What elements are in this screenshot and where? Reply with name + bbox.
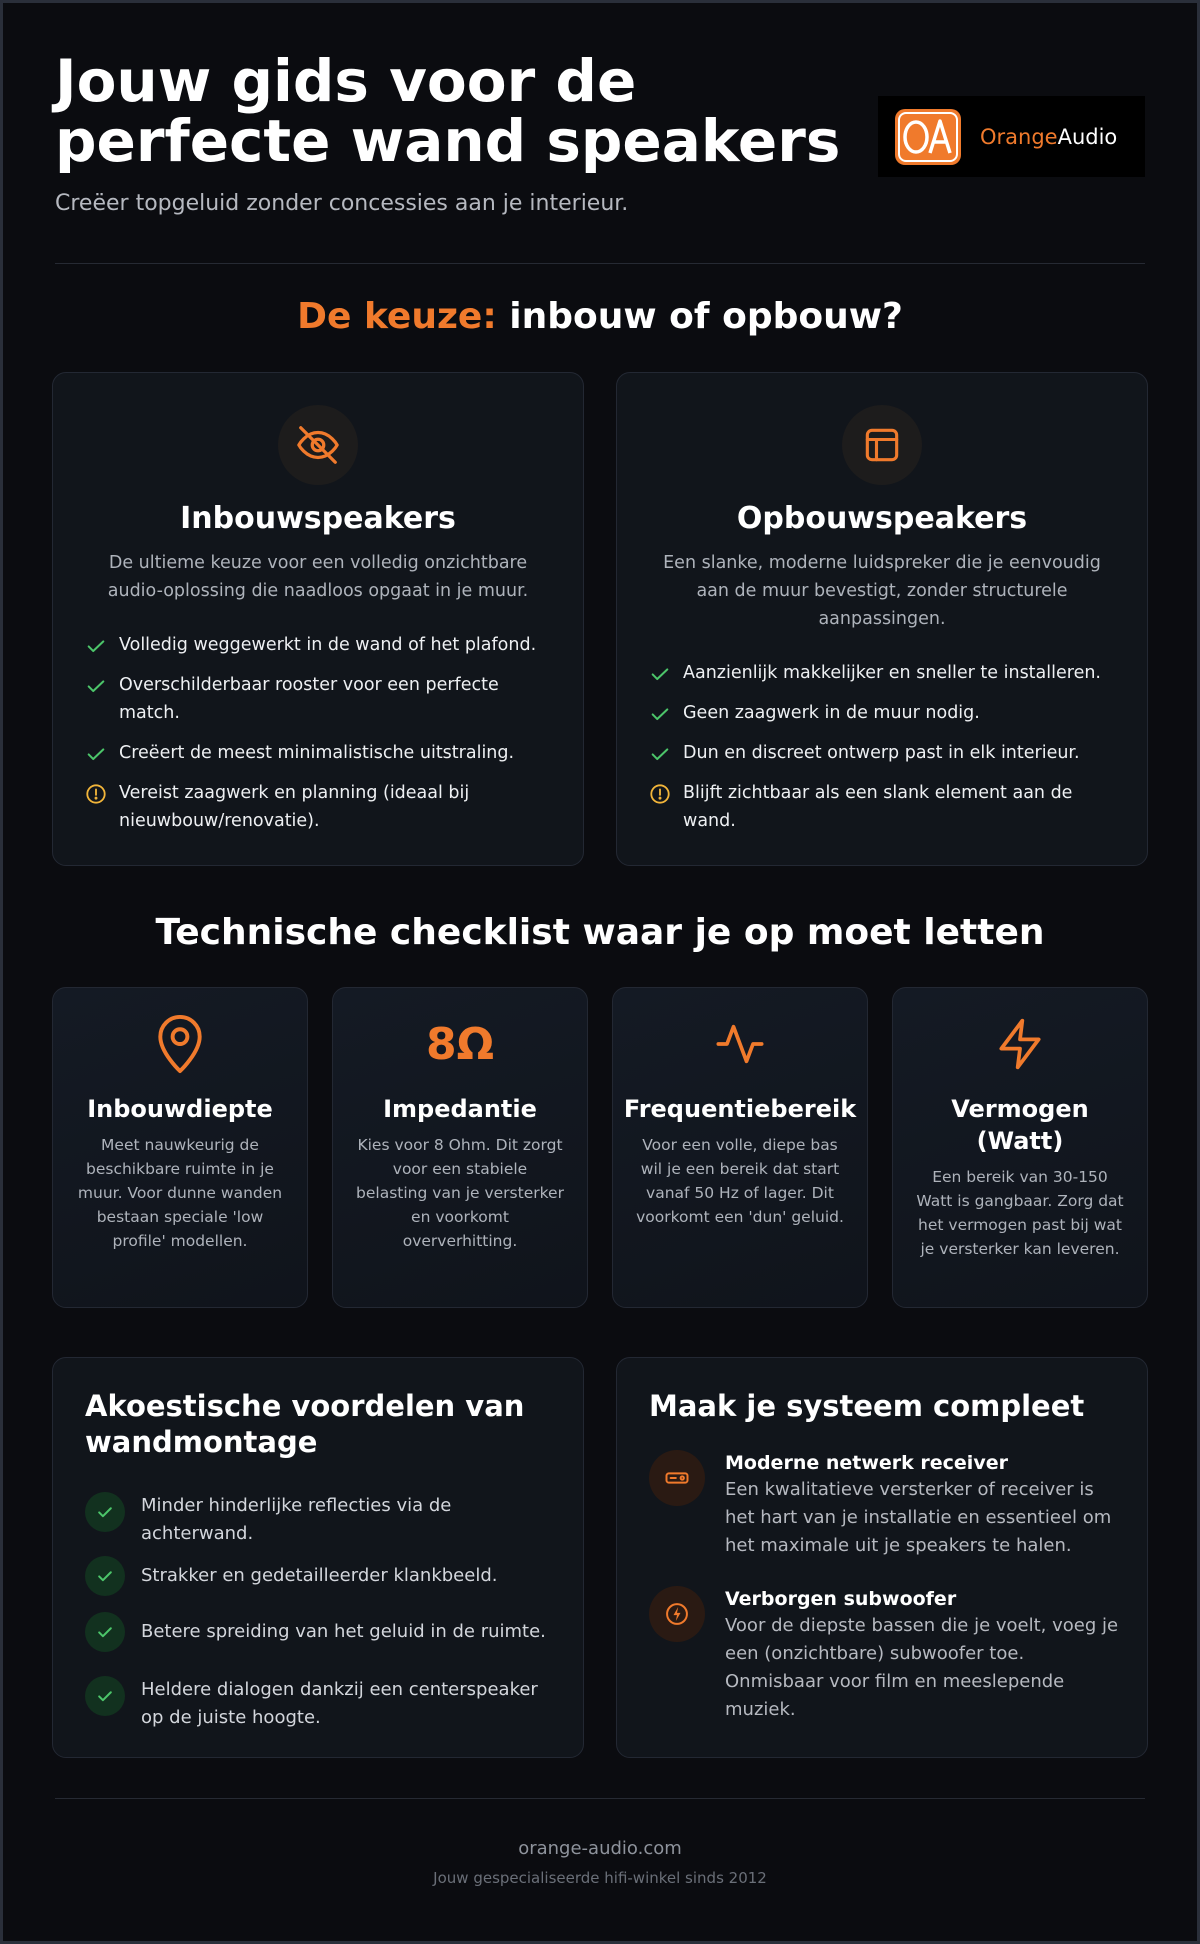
check-icon (85, 743, 107, 765)
tech-card-vermogen (892, 987, 1148, 1308)
tech-card-description: Een bereik van 30-150 Watt is gangbaar. Zorg dat het vermogen past bij wat je versterker kan leveren. (916, 1168, 1124, 1258)
map-pin-icon (53, 1012, 307, 1076)
product-title: Moderne netwerk receiver (725, 1452, 1008, 1474)
tech-card-description: Kies voor 8 Ohm. Dit zorgt voor een stabiele belasting van je versterker en voorkomt oververhitting. (356, 1136, 564, 1250)
lightning-icon (893, 1012, 1147, 1076)
subwoofer-icon (649, 1586, 705, 1642)
orange-audio-logo[interactable] (878, 96, 1145, 177)
product-title: Verborgen subwoofer (725, 1588, 957, 1610)
product-description: Voor de diepste bassen die je voelt, voeg je een (onzichtbare) subwoofer toe. Onmisbaar voor film en meeslepende muziek. (725, 1615, 1119, 1720)
system-title: Maak je systeem compleet (649, 1389, 1085, 1423)
check-circle-icon (85, 1492, 125, 1532)
choice-card-description: Een slanke, moderne luidspreker die je eenvoudig aan de muur bevestigt, zonder structurele aanpassingen. (663, 553, 1101, 629)
tech-card-title: Impedantie (383, 1095, 537, 1123)
tech-card-description: Meet nauwkeurig de beschikbare ruimte in je muur. Voor dunne wanden bestaan speciale 'low profile' modellen. (77, 1136, 283, 1250)
tech-card-impedantie (332, 987, 588, 1308)
product-description: Een kwalitatieve versterker of receiver is het hart van je installatie en essentieel om het maximale uit je speakers te halen. (725, 1479, 1112, 1556)
receiver-icon (649, 1450, 705, 1506)
header (55, 3, 1145, 263)
list-item: Heldere dialogen dankzij een centerspeaker op de juiste hoogte. (85, 1676, 563, 1732)
list-item: Geen zaagwerk in de muur nodig. (649, 699, 1119, 727)
check-icon (85, 635, 107, 657)
tech-card-title: Frequentiebereik (623, 1095, 857, 1123)
list-item: Volledig weggewerkt in de wand of het plafond. (85, 631, 555, 659)
acoustic-benefits-card (52, 1357, 584, 1758)
check-icon (649, 663, 671, 685)
feature-list (85, 631, 555, 847)
tech-card-frequentiebereik (612, 987, 868, 1308)
title-line-1: Jouw gids voor de (55, 47, 637, 115)
tech-card-inbouwdiepte (52, 987, 308, 1308)
list-item: Blijft zichtbaar als een slank element aan de wand. (649, 779, 1119, 835)
acoustic-title: Akoestische voordelen van wandmontage (85, 1389, 525, 1459)
list-item: Vereist zaagwerk en planning (ideaal bij nieuwbouw/renovatie). (85, 779, 555, 835)
title-line-2: perfecte wand speakers (55, 107, 841, 175)
check-circle-icon (85, 1676, 125, 1716)
logo-badge-icon (894, 108, 962, 166)
warning-icon (649, 783, 671, 805)
ohm-symbol: 8Ω (425, 1018, 495, 1070)
eye-off-icon (278, 405, 358, 485)
page-subtitle: Creëer topgeluid zonder concessies aan je interieur. (55, 191, 629, 216)
product-receiver[interactable] (649, 1450, 1127, 1560)
choice-section-title (52, 296, 1148, 337)
list-item: Overschilderbaar rooster voor een perfecte match. (85, 671, 555, 727)
check-icon (85, 675, 107, 697)
list-item: Dun en discreet ontwerp past in elk interieur. (649, 739, 1119, 767)
check-circle-icon (85, 1612, 125, 1652)
warning-icon (85, 783, 107, 805)
layout-icon (842, 405, 922, 485)
choice-card-title: Inbouwspeakers (180, 501, 456, 536)
check-icon (649, 743, 671, 765)
list-item: Betere spreiding van het geluid in de ruimte. (85, 1612, 563, 1646)
footer-website-link[interactable]: orange-audio.com (518, 1838, 682, 1859)
tech-card-title: Vermogen (Watt) (951, 1095, 1089, 1155)
check-circle-icon (85, 1556, 125, 1596)
list-item: Aanzienlijk makkelijker en sneller te installeren. (649, 659, 1119, 687)
footer-tagline: Jouw gespecialiseerde hifi-winkel sinds 2012 (433, 1869, 767, 1887)
list-item: Minder hinderlijke reflecties via de achterwand. (85, 1492, 563, 1548)
technical-section-title: Technische checklist waar je op moet letten (155, 912, 1045, 953)
check-icon (649, 703, 671, 725)
choice-card-opbouw (616, 372, 1148, 866)
choice-title-rest: inbouw of opbouw? (509, 296, 903, 337)
header-divider (55, 263, 1145, 264)
logo-wordmark: OrangeAudio (980, 124, 1118, 149)
tech-card-description: Voor een volle, diepe bas wil je een bereik dat start vanaf 50 Hz of lager. Dit voorkomt een 'dun' geluid. (636, 1136, 844, 1226)
activity-icon (613, 1012, 867, 1076)
list-item: Strakker en gedetailleerder klankbeeld. (85, 1556, 563, 1590)
page-title (55, 47, 915, 175)
tech-card-title: Inbouwdiepte (87, 1095, 273, 1123)
choice-title-accent: De keuze: (297, 296, 497, 337)
feature-list (649, 659, 1119, 847)
choice-card-inbouw (52, 372, 584, 866)
footer-divider (55, 1798, 1145, 1799)
list-item: Creëert de meest minimalistische uitstraling. (85, 739, 555, 767)
choice-card-title: Opbouwspeakers (736, 501, 1028, 536)
product-subwoofer[interactable] (649, 1586, 1127, 1724)
choice-card-description: De ultieme keuze voor een volledig onzichtbare audio-oplossing die naadloos opgaat in je muur. (107, 553, 529, 601)
system-complete-card (616, 1357, 1148, 1758)
